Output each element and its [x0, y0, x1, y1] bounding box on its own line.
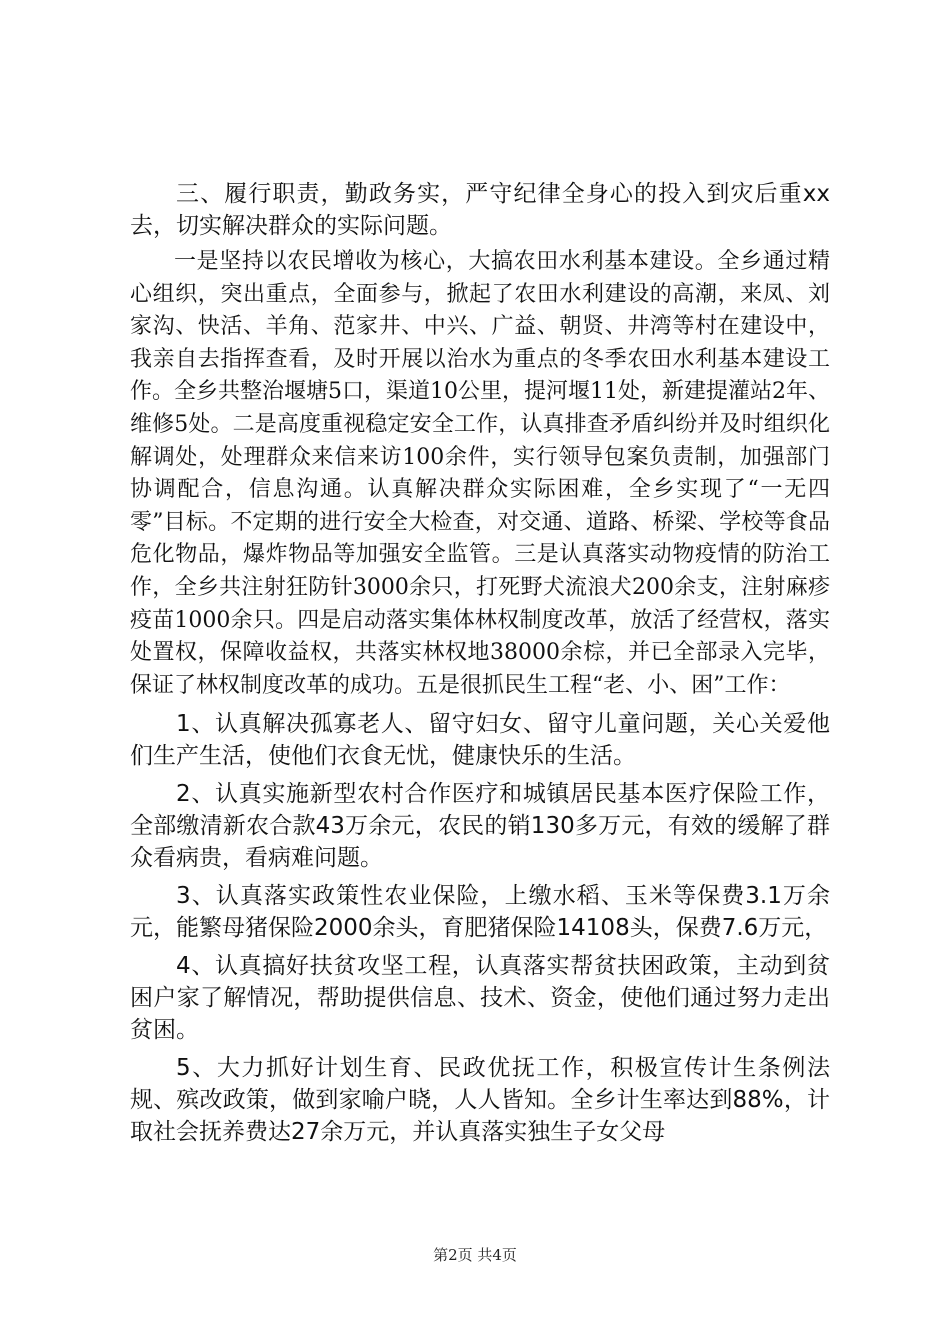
list-item-2: 2、认真实施新型农村合作医疗和城镇居民基本医疗保险工作，全部缴清新农合款43万余元，农民的销130多万元，有效的缓解了群众看病贵，看病难问题。 [130, 781, 830, 872]
page-footer: 第2页 共4页 [433, 1246, 517, 1264]
list-item-4: 4、认真搞好扶贫攻坚工程，认真落实帮贫扶困政策，主动到贫困户家了解情况，帮助提供信息、技术、资金，使他们通过努力走出贫困。 [130, 953, 830, 1044]
body-paragraph: 一是坚持以农民增收为核心，大搞农田水利基本建设。全乡通过精心组织，突出重点，全面参与，掀起了农田水利建设的高潮，来凤、刘家沟、快活、羊角、范家井、中兴、广益、朝贤、井湾等村在建设中，我亲自去指挥查看，及时开展以治水为重点的冬季农田水利基本建设工作。全乡共整治堰塘5口，渠道10公里，提河堰11处，新建提灌站2年、维修5处。二是高度重视稳定安全工作，认真排查矛盾纠纷并及时组织化解调处，处理群众来信来访100余件，实行领导包案负责制，加强部门协调配合，信息沟通。认真解决群众实际困难，全乡实现了“一无四零”目标。不定期的进行安全大检查，对交通、道路、桥梁、学校等食品危化物品，爆炸物品等加强安全监管。三是认真落实动物疫情的防治工作，全乡共注射狂防针3000余只，打死野犬流浪犬200余支，注射麻疹疫苗1000余只。四是启动落实集体林权制度改革，放活了经营权，落实处置权，保障收益权，共落实林权地38000余棕，并已全部录入完毕，保证了林权制度改革的成功。五是很抓民生工程“老、小、困”工作： [130, 249, 830, 698]
list-item-1: 1、认真解决孤寡老人、留守妇女、留守儿童问题，关心关爱他们生产生活，使他们衣食无忧，健康快乐的生活。 [130, 711, 830, 770]
list-item-5: 5、大力抓好计划生育、民政优抚工作，积极宣传计生条例法规、殡改政策，做到家喻户晓，人人皆知。全乡计生率达到88%，计取社会抚养费达27余万元，并认真落实独生子女父母 [130, 1055, 830, 1146]
list-item-3: 3、认真落实政策性农业保险，上缴水稻、玉米等保费3.1万余元，能繁母猪保险2000余头，育肥猪保险14108头，保费7.6万元， [130, 883, 830, 942]
document-body [130, 178, 830, 1148]
section-heading: 三、履行职责，勤政务实，严守纪律全身心的投入到灾后重xx去，切实解决群众的实际问题。 [130, 181, 830, 239]
